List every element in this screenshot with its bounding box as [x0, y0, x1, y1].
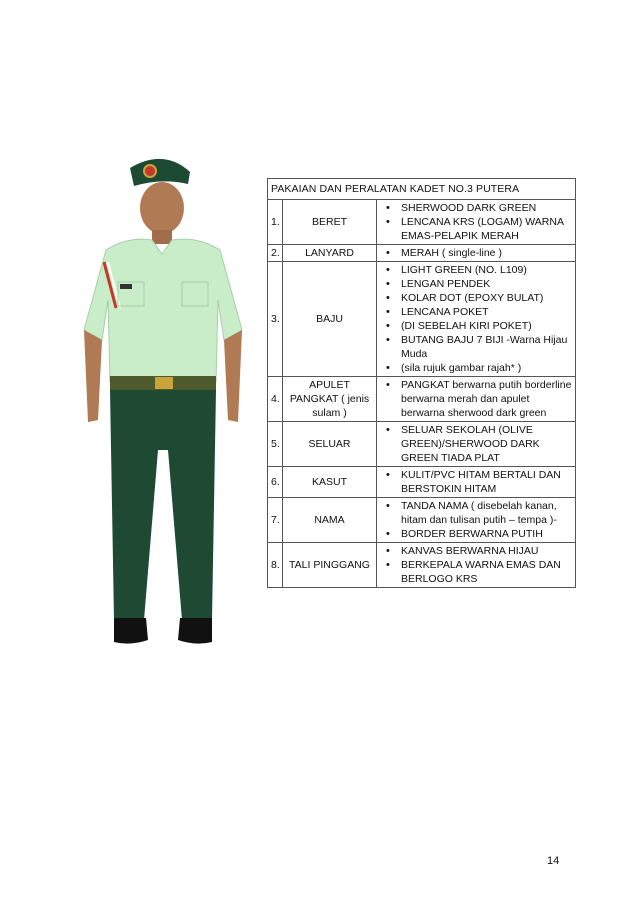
detail-list	[379, 263, 573, 375]
item-name: NAMA	[283, 498, 377, 543]
row-number: 4.	[268, 377, 283, 422]
detail-item: • LENGAN PENDEK	[379, 277, 573, 291]
item-name: SELUAR	[283, 422, 377, 467]
detail-list	[379, 499, 573, 541]
detail-item: • MERAH ( single-line )	[379, 246, 573, 260]
item-details	[377, 467, 576, 498]
row-number: 6.	[268, 467, 283, 498]
row-number: 3.	[268, 262, 283, 377]
item-details	[377, 543, 576, 588]
detail-list	[379, 201, 573, 243]
row-number: 2.	[268, 245, 283, 262]
detail-item: • (DI SEBELAH KIRI POKET)	[379, 319, 573, 333]
beret-badge	[144, 165, 156, 177]
face-shape	[140, 182, 184, 234]
item-details	[377, 377, 576, 422]
item-details	[377, 262, 576, 377]
detail-item: • SHERWOOD DARK GREEN	[379, 201, 573, 215]
detail-item: • PANGKAT berwarna putih borderline berwarna merah dan apulet berwarna sherwood dark green	[379, 378, 573, 420]
page-number: 14	[547, 855, 560, 867]
item-name: LANYARD	[283, 245, 377, 262]
item-name: BAJU	[283, 262, 377, 377]
row-number: 1.	[268, 200, 283, 245]
uniform-equipment-table	[267, 178, 576, 588]
table-row	[268, 262, 576, 377]
detail-item: • SELUAR SEKOLAH (OLIVE GREEN)/SHERWOOD DARK GREEN TIADA PLAT	[379, 423, 573, 465]
row-number: 5.	[268, 422, 283, 467]
table-row	[268, 422, 576, 467]
detail-item: • BORDER BERWARNA PUTIH	[379, 527, 573, 541]
item-details	[377, 200, 576, 245]
trousers-shape	[110, 390, 216, 620]
table-row	[268, 377, 576, 422]
table-row	[268, 200, 576, 245]
beret-shape	[130, 159, 190, 186]
item-name: APULET PANGKAT ( jenis sulam )	[283, 377, 377, 422]
table-row	[268, 543, 576, 588]
item-details	[377, 422, 576, 467]
table-row	[268, 498, 576, 543]
table-row	[268, 467, 576, 498]
item-name: BERET	[283, 200, 377, 245]
right-shoe	[178, 618, 212, 644]
detail-item: • KANVAS BERWARNA HIJAU	[379, 544, 573, 558]
detail-list	[379, 544, 573, 586]
detail-item: • KULIT/PVC HITAM BERTALI DAN BERSTOKIN HITAM	[379, 468, 573, 496]
cadet-uniform-photo	[78, 150, 248, 660]
item-name: KASUT	[283, 467, 377, 498]
row-number: 7.	[268, 498, 283, 543]
detail-item: • TANDA NAMA ( disebelah kanan, hitam dan tulisan putih – tempa )-	[379, 499, 573, 527]
detail-item: • BERKEPALA WARNA EMAS DAN BERLOGO KRS	[379, 558, 573, 586]
detail-list	[379, 468, 573, 496]
detail-list	[379, 246, 573, 260]
detail-list	[379, 423, 573, 465]
left-shoe	[114, 618, 148, 644]
detail-item: • BUTANG BAJU 7 BIJI -Warna Hijau Muda	[379, 333, 573, 361]
detail-list	[379, 378, 573, 420]
detail-item: • (sila rujuk gambar rajah* )	[379, 361, 573, 375]
detail-item: • KOLAR DOT (EPOXY BULAT)	[379, 291, 573, 305]
item-name: TALI PINGGANG	[283, 543, 377, 588]
item-details	[377, 245, 576, 262]
detail-item: • LENCANA POKET	[379, 305, 573, 319]
table-row	[268, 245, 576, 262]
detail-item: • LENCANA KRS (LOGAM) WARNA EMAS-PELAPIK MERAH	[379, 215, 573, 243]
item-details	[377, 498, 576, 543]
shirt-shape	[84, 239, 242, 382]
table-title-row	[268, 179, 576, 200]
table-title: PAKAIAN DAN PERALATAN KADET NO.3 PUTERA	[268, 179, 576, 200]
detail-item: • LIGHT GREEN (NO. L109)	[379, 263, 573, 277]
row-number: 8.	[268, 543, 283, 588]
belt-buckle	[155, 377, 173, 389]
